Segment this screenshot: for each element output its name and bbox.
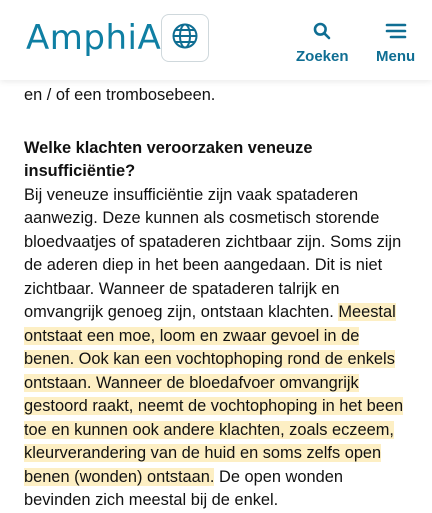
site-header bbox=[0, 0, 432, 80]
hamburger-icon bbox=[385, 22, 407, 44]
paragraph-text-end: De open wonden bevinden zich meestal bij de enkel. bbox=[24, 467, 343, 509]
globe-icon bbox=[171, 22, 199, 54]
search-icon bbox=[313, 22, 331, 44]
body-paragraph bbox=[24, 184, 410, 513]
paragraph-text-start: Bij veneuze insufficiëntie zijn vaak spataderen aanwezig. Deze kunnen als cosmetisch storende bloedvaatjes of spataderen zichtbaar zijn. Soms zijn de aderen diep in het been aangedaan. Dit is niet zichtbaar. Wanneer de spataderen talrijk en omvangrijk genoeg zijn, ontstaan klachten. bbox=[24, 185, 402, 321]
search-button[interactable] bbox=[296, 22, 349, 65]
menu-button[interactable] bbox=[376, 22, 415, 65]
search-label: Zoeken bbox=[296, 48, 349, 65]
language-button[interactable] bbox=[161, 14, 209, 62]
previous-paragraph-tail: en / of een trombosebeen. bbox=[24, 86, 216, 104]
highlighted-text: Meestal ontstaat een moe, loom en zwaar gevoel in de benen. Ook kan een vochtophoping rond de enkels ontstaan. Wanneer de bloedafvoer omvangrijk gestoord raakt, neemt de vochtophoping in het been toe en kunnen ook andere klachten, zoals eczeem, kleurverandering van de huid en soms zelfs open benen (wonden) ontstaan. bbox=[24, 303, 404, 486]
amphia-logo[interactable]: AmphiA bbox=[26, 18, 162, 58]
section-heading: Welke klachten veroorzaken veneuze insufficiëntie? bbox=[24, 138, 313, 180]
menu-label: Menu bbox=[376, 48, 416, 65]
article-content bbox=[24, 84, 410, 513]
